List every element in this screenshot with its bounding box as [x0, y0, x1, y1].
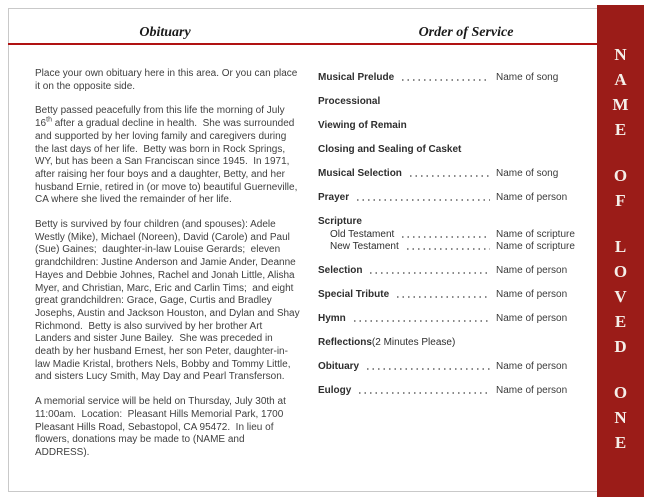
leader-dots — [410, 175, 490, 177]
banner-letter: A — [614, 70, 627, 89]
order-item-row — [318, 142, 588, 155]
order-item-value: Name of scripture — [496, 229, 575, 240]
order-item-label: Viewing of Remain — [318, 120, 407, 131]
order-item-label: Processional — [318, 96, 381, 107]
banner-letter: E — [614, 433, 627, 452]
order-item-row — [318, 228, 588, 240]
order-item-label: Hymn — [318, 313, 346, 324]
order-item-label: Old Testament — [330, 229, 395, 240]
header-rule — [8, 43, 598, 45]
leader-dots — [397, 296, 490, 298]
banner-letter: N — [614, 45, 627, 64]
order-item-value: Name of person — [496, 385, 568, 396]
order-item-value: Name of person — [496, 265, 568, 276]
banner-letter: E — [614, 120, 627, 139]
name-of-loved-one-banner — [597, 5, 644, 497]
order-item-row — [318, 94, 588, 107]
order-item-group — [318, 214, 588, 252]
order-item-label: Eulogy — [318, 385, 352, 396]
paragraph-text: Place your own obituary here in this area. Or you can place it on the opposite side. — [35, 68, 301, 92]
order-item-label: Special Tribute — [318, 289, 390, 300]
banner-letter: N — [614, 408, 627, 427]
obituary-paragraph — [35, 396, 300, 460]
order-item-row — [318, 383, 588, 396]
banner-letter: O — [613, 262, 628, 281]
order-item-label: Musical Selection — [318, 168, 402, 179]
banner-letter: E — [614, 312, 627, 331]
order-item-label: Selection — [318, 265, 363, 276]
order-item-label: Obituary — [318, 361, 360, 372]
paragraph-text: after a gradual decline in health. She was surrounded and supported by her loving family and caregivers during the last days of her life. Betty was born in Rock Springs, WY, but has been a San Franciscan since 1945. In 1971, after raising her four boys and a daughter, Betty, and her husband Ernie, retired in (or move to) beautiful Guerneville, CA where she lived the remainder of her life. — [35, 118, 301, 206]
order-of-service-header: Order of Service — [418, 25, 514, 40]
order-item-value: Name of person — [496, 313, 568, 324]
order-item-label: Scripture — [318, 216, 362, 227]
obituary-paragraph — [35, 68, 300, 93]
leader-dots — [357, 199, 490, 201]
leader-dots — [402, 236, 490, 238]
superscript-text: th — [46, 116, 52, 124]
paragraph-text: Betty passed peacefully from this life the morning of July 16 — [35, 105, 288, 130]
obituary-paragraph — [35, 105, 300, 207]
order-item-label: Closing and Sealing of Casket — [318, 144, 462, 155]
leader-dots — [407, 248, 490, 250]
leader-dots — [359, 392, 490, 394]
paragraph-text: A memorial service will be held on Thursday, July 30th at 11:00am. Location: Pleasant Hills Memorial Park, 1700 Pleasant Hills Road, Sebastopol, CA 95472. In lieu of flowers, donations may be made to (NAME and ADDRESS). — [35, 396, 289, 458]
paragraph-text: Betty is survived by four children (and spouses): Adele Westly (Mike), Michael (Noreen), David (Carole) and Paul (Sue) Gaines; daughter-in-law Louise Gerards; eleven grandchildren: Justine Anderson and Jamie Ander, Deanne Hayes and Debbie Johnes, Rachel and Jonah Little, Alisha Myer, and Christian, Marc, Eric and Carlin Tims; and eight great grandchildren: Grace, Gage, Curtis and Bradley Josephs, Austin and Jackson Houston, and Dylan and Shay Richmond. Betty is also survived by her brother Art Landers and sister June Bailey. She was preceded in death by her husband Ernest, her son Peter, daughter-in-law Madie Kristal, brothers Nels, Bobby and Tommy Little, and sisters Lucy Smith, May Day and Pearl Transferson. — [35, 219, 303, 383]
banner-letter: O — [613, 166, 628, 185]
banner-letter: L — [614, 237, 627, 256]
order-item-row — [318, 335, 588, 348]
order-item-value: Name of person — [496, 289, 568, 300]
order-item-row — [318, 70, 588, 83]
order-item-value: Name of scripture — [496, 241, 575, 252]
order-item-row — [318, 240, 588, 252]
order-item-row — [318, 214, 588, 227]
order-item-label: New Testament — [330, 241, 399, 252]
banner-letter: F — [615, 191, 626, 210]
order-item-row — [318, 311, 588, 324]
leader-dots — [367, 368, 490, 370]
order-item-label: Reflections — [318, 337, 372, 348]
order-item-row — [318, 359, 588, 372]
obituary-text-column — [35, 68, 303, 472]
banner-letter: O — [613, 383, 628, 402]
order-item-value: Name of person — [496, 361, 568, 372]
leader-dots — [402, 79, 490, 81]
banner-letter: M — [612, 95, 629, 114]
order-item-row — [318, 263, 588, 276]
order-item-value: Name of person — [496, 192, 568, 203]
leader-dots — [370, 272, 490, 274]
order-item-row — [318, 287, 588, 300]
banner-letter: V — [614, 287, 627, 306]
obituary-header: Obituary — [139, 25, 191, 40]
order-item-value: Name of song — [496, 168, 559, 179]
order-item-label: Musical Prelude — [318, 72, 395, 83]
leader-dots — [354, 320, 490, 322]
order-of-service-column — [318, 70, 588, 407]
order-item-note: (2 Minutes Please) — [371, 337, 456, 348]
banner-letter: D — [614, 337, 627, 356]
order-item-row — [318, 166, 588, 179]
order-item-label: Prayer — [318, 192, 350, 203]
order-item-value: Name of song — [496, 72, 559, 83]
obituary-paragraph — [35, 219, 303, 384]
order-item-row — [318, 190, 588, 203]
order-item-row — [318, 118, 588, 131]
